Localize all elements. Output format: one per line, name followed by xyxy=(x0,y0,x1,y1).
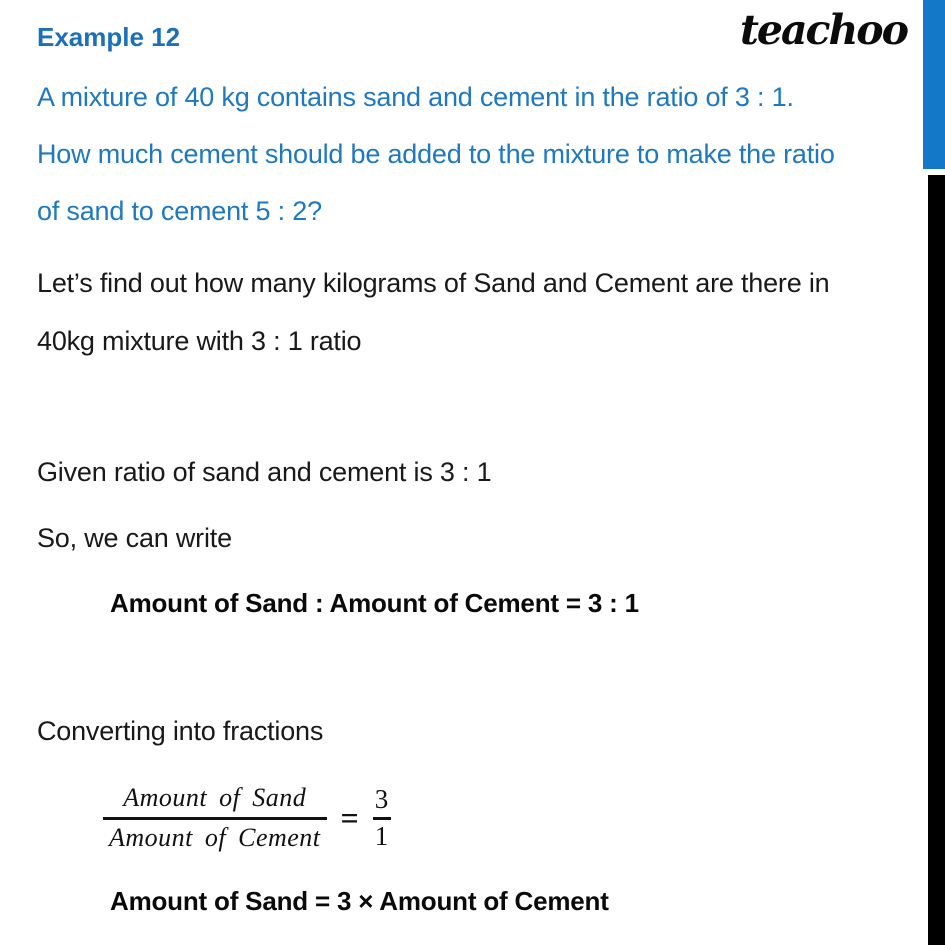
lhs-fraction xyxy=(103,784,327,852)
teachoo-logo: teachoo xyxy=(739,6,907,54)
so-we-can-write-line: So, we can write xyxy=(37,523,232,553)
question-line-1: A mixture of 40 kg contains sand and cement in the ratio of 3 : 1. xyxy=(37,82,794,112)
right-edge-black-bar xyxy=(928,175,945,945)
equals-sign: = xyxy=(340,799,359,836)
rhs-fraction xyxy=(373,785,391,851)
right-edge-blue-bar xyxy=(923,0,945,169)
lhs-fraction-denominator: Amount of Cement xyxy=(109,822,321,852)
example-title: Example 12 xyxy=(37,22,181,52)
question-line-2: How much cement should be added to the mixture to make the ratio xyxy=(37,139,835,169)
lhs-fraction-bar xyxy=(103,817,327,820)
conclusion-equation: Amount of Sand = 3 × Amount of Cement xyxy=(110,886,609,916)
intro-line-1: Let’s find out how many kilograms of Sand and Cement are there in xyxy=(37,268,830,298)
given-ratio-line: Given ratio of sand and cement is 3 : 1 xyxy=(37,457,492,487)
converting-line: Converting into fractions xyxy=(37,716,324,746)
fraction-equation xyxy=(103,784,391,852)
rhs-fraction-numerator: 3 xyxy=(374,783,389,814)
rhs-fraction-denominator: 1 xyxy=(374,820,389,851)
ratio-equation: Amount of Sand : Amount of Cement = 3 : 1 xyxy=(110,588,639,618)
rhs-fraction-bar xyxy=(373,817,391,820)
intro-line-2: 40kg mixture with 3 : 1 ratio xyxy=(37,326,362,356)
question-line-3: of sand to cement 5 : 2? xyxy=(37,196,322,226)
lhs-fraction-numerator: Amount of Sand xyxy=(123,783,307,812)
